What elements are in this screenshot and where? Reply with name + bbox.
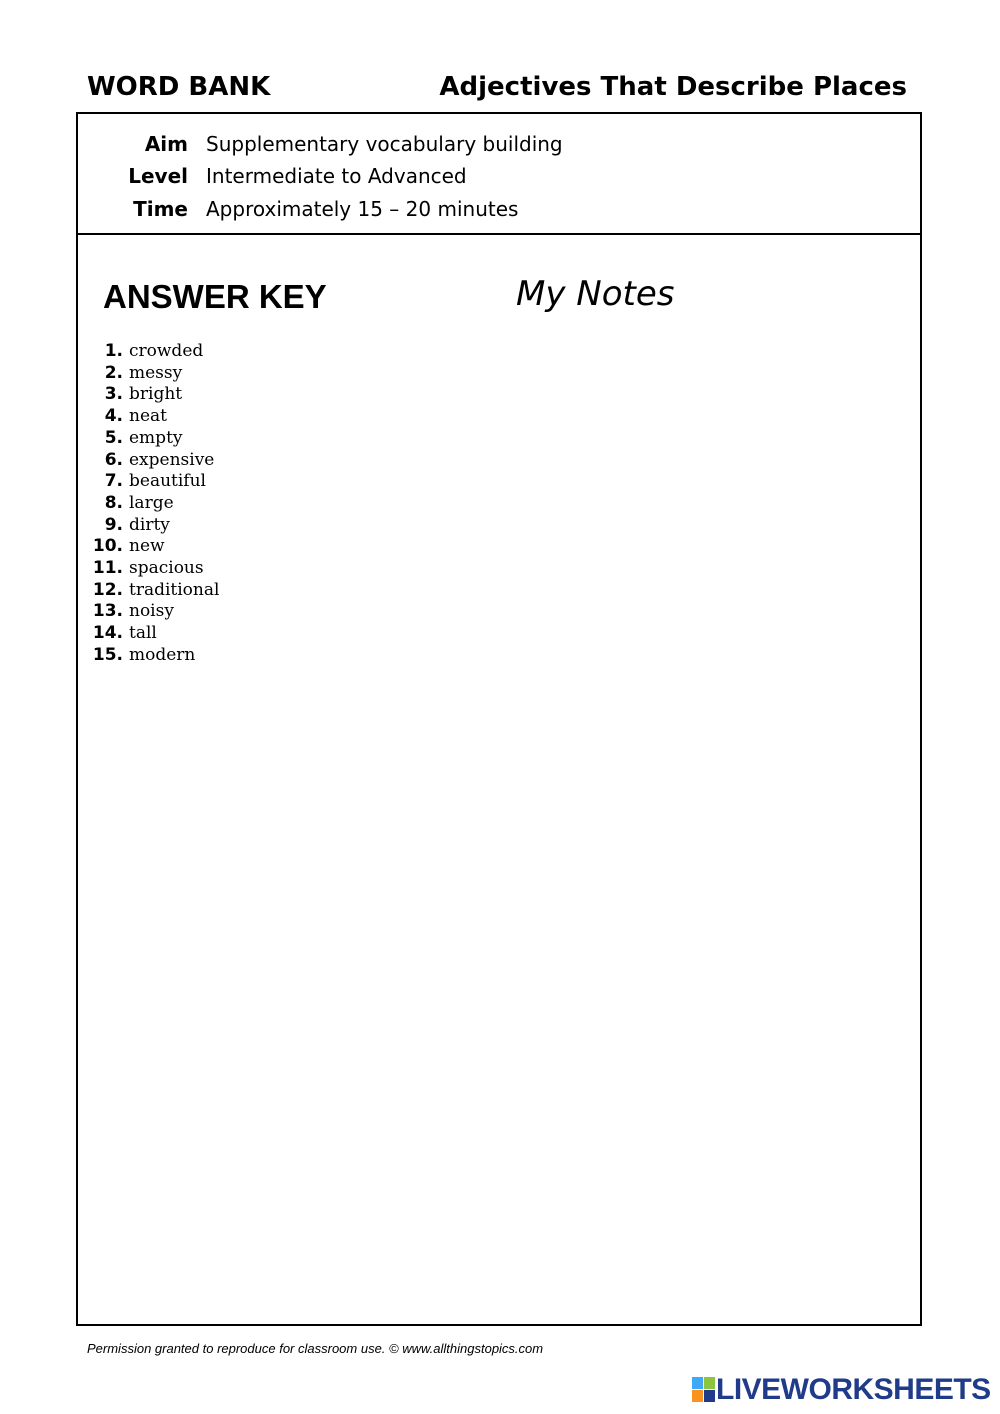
item-word: crowded: [129, 341, 204, 361]
info-value: Supplementary vocabulary building: [206, 132, 563, 156]
liveworksheets-wordmark: LIVEWORKSHEETS: [716, 1373, 991, 1406]
item-number: 2.: [104, 362, 123, 383]
item-word: new: [129, 536, 165, 557]
info-value: Intermediate to Advanced: [206, 164, 467, 188]
worksheet-frame: [76, 112, 922, 1326]
item-number: 15.: [92, 644, 123, 665]
item-word: large: [129, 492, 174, 513]
logo-tile: [692, 1377, 703, 1389]
header-title-left: WORD BANK: [87, 72, 271, 102]
item-number: 9.: [104, 514, 123, 535]
info-key: Level: [128, 164, 188, 188]
item-number: 10.: [92, 536, 123, 557]
item-number: 7.: [104, 471, 123, 492]
item-word: messy: [129, 362, 183, 383]
item-number: 5.: [104, 427, 123, 448]
item-word: tall: [129, 623, 157, 644]
item-word: dirty: [129, 514, 170, 535]
info-value: Approximately 15 – 20 minutes: [206, 197, 519, 221]
item-word: expensive: [129, 449, 215, 470]
item-word: empty: [129, 427, 183, 448]
header-title-right: Adjectives That Describe Places: [439, 72, 907, 102]
footer-permission: Permission granted to reproduce for classroom use. © www.allthingstopics.com: [87, 1341, 544, 1356]
answer-key-title: ANSWER KEY: [103, 278, 327, 315]
item-word: noisy: [129, 601, 174, 622]
item-word: neat: [129, 406, 167, 427]
info-key: Time: [133, 197, 188, 221]
item-number: 6.: [104, 449, 123, 470]
logo-tile: [692, 1390, 703, 1402]
item-number: 8.: [104, 492, 123, 513]
info-panel: [78, 114, 920, 235]
notes-title: My Notes: [516, 274, 675, 314]
item-number: 11.: [92, 558, 123, 578]
item-word: traditional: [129, 579, 220, 600]
item-word: modern: [129, 644, 196, 665]
liveworksheets-logo[interactable]: [692, 1373, 992, 1407]
logo-tile: [704, 1377, 715, 1389]
item-number: 1.: [104, 341, 123, 361]
liveworksheets-mark-icon: [692, 1377, 716, 1403]
item-word: bright: [129, 384, 183, 405]
item-number: 14.: [92, 623, 123, 644]
info-key: Aim: [144, 132, 188, 156]
item-word: spacious: [129, 558, 204, 578]
logo-tile: [704, 1390, 715, 1402]
item-number: 4.: [104, 406, 123, 427]
item-word: beautiful: [129, 471, 206, 492]
item-number: 13.: [92, 601, 123, 622]
item-number: 12.: [92, 579, 123, 600]
item-number: 3.: [104, 384, 123, 405]
